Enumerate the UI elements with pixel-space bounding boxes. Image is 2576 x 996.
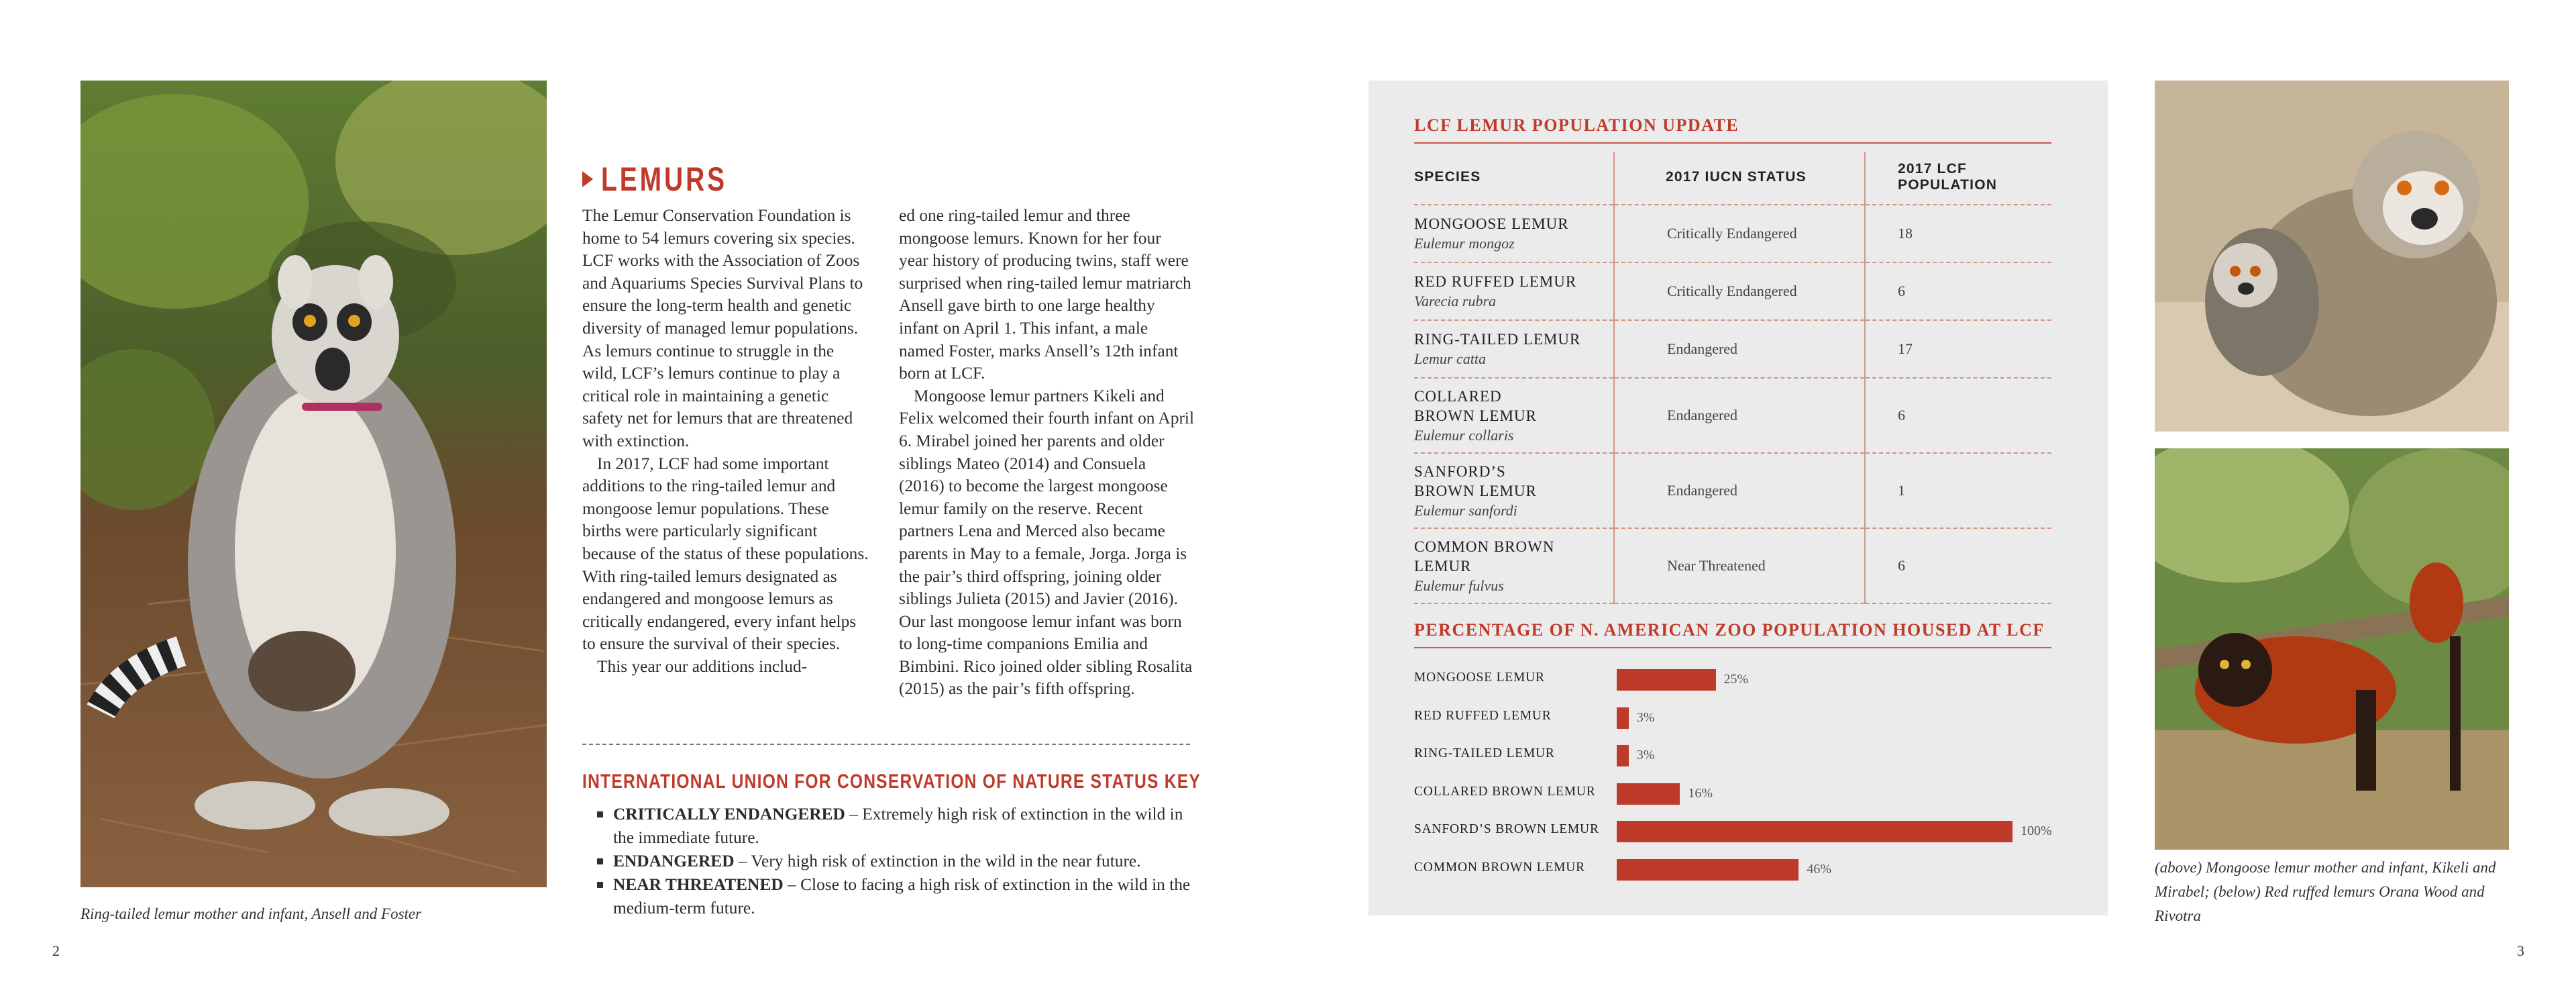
status-definition: – Close to facing a high risk of extinction in the wild in the medium-term future.: [613, 875, 1191, 917]
section-title: LEMURS: [601, 160, 728, 198]
species-latin: Lemur catta: [1414, 350, 1486, 367]
bar: [1617, 707, 1629, 729]
status-term: NEAR THREATENED: [613, 875, 784, 894]
bar-category-label: RED RUFFED LEMUR: [1414, 708, 1552, 723]
paragraph: ed one ring-tailed lemur and three mongoose lemurs. Known for her four year history of producing twins, staff were surprised when ring-tailed lemur matriarch Ansell gave birth to one large healthy infant on April 1. This infant, a male named Foster, marks Ansell’s 12th infant born at LCF.: [899, 206, 1191, 383]
iucn-key-title: INTERNATIONAL UNION FOR CONSERVATION OF NATURE STATUS KEY: [582, 770, 1201, 793]
bar-value-label: 25%: [1723, 672, 1749, 687]
bar: [1617, 859, 1799, 881]
bar-value-label: 46%: [1807, 861, 1832, 877]
status-definition: – Extremely high risk of extinction in the wild in the immediate future.: [613, 805, 1183, 847]
iucn-key-list: [597, 803, 1201, 920]
table-row: [1414, 262, 2051, 320]
species-latin: Eulemur sanfordi: [1414, 501, 1517, 519]
status-cell: Endangered: [1614, 320, 1865, 378]
status-cell: Critically Endangered: [1614, 205, 1865, 262]
list-item: [597, 850, 1201, 873]
species-latin: Eulemur mongoz: [1414, 235, 1515, 252]
body-column-2: [899, 205, 1194, 701]
bar-category-label: MONGOOSE LEMUR: [1414, 670, 1545, 685]
table-row: [1414, 320, 2051, 378]
population-table-heading: LCF LEMUR POPULATION UPDATE: [1414, 115, 1739, 135]
bar-category-label: COLLARED BROWN LEMUR: [1414, 784, 1596, 799]
heading-rule: [1414, 142, 2051, 144]
species-latin: Varecia rubra: [1414, 293, 1497, 309]
list-item: [597, 803, 1201, 850]
population-cell: 1: [1865, 453, 2051, 528]
population-cell: 6: [1865, 528, 2051, 603]
table-row: [1414, 205, 2051, 262]
table-row: [1414, 453, 2051, 528]
status-term: CRITICALLY ENDANGERED: [613, 805, 845, 824]
bar-chart-title: PERCENTAGE OF N. AMERICAN ZOO POPULATION HOUSED AT LCF: [1414, 620, 2045, 640]
heading-rule: [1414, 647, 2051, 648]
mongoose-lemur-photo: [2155, 81, 2509, 432]
bar-row: [1414, 661, 2098, 699]
bar-category-label: RING-TAILED LEMUR: [1414, 746, 1555, 760]
population-cell: 17: [1865, 320, 2051, 378]
body-column-1: [582, 205, 871, 678]
list-item: [597, 873, 1201, 920]
column-header: 2017 IUCN STATUS: [1614, 152, 1865, 205]
bar-row: [1414, 737, 2098, 775]
paragraph: The Lemur Conservation Foundation is home to 54 lemurs covering six species. LCF works with the Association of Zoos and Aquariums Species Survival Plans to ensure the long-term health and genetic diversity of managed lemur populations. As lemurs continue to struggle in the wild, LCF’s lemurs continue to play a critical role in maintaining a genetic safety net for lemurs that are threatened with extinction.: [582, 206, 863, 450]
species-latin: Eulemur fulvus: [1414, 577, 1504, 594]
red-ruffed-lemur-photo: [2155, 448, 2509, 850]
dashed-divider: [582, 744, 1190, 745]
species-name: COMMON BROWN LEMUR: [1414, 538, 1555, 575]
bar-value-label: 3%: [1636, 709, 1655, 725]
bar-row: [1414, 775, 2098, 813]
column-header: 2017 LCF POPULATION: [1865, 152, 2051, 205]
page-number-left: 2: [52, 942, 60, 959]
bar-value-label: 100%: [2021, 824, 2052, 838]
bar: [1617, 783, 1680, 805]
table-row: [1414, 528, 2051, 603]
species-latin: Eulemur collaris: [1414, 426, 1514, 444]
species-name: SANFORD’S BROWN LEMUR: [1414, 462, 1537, 499]
status-cell: Endangered: [1614, 453, 1865, 528]
species-name: RING-TAILED LEMUR: [1414, 331, 1581, 348]
right-photo-caption: (above) Mongoose lemur mother and infant, Kikeli and Mirabel; (below) Red ruffed lemurs Orana Wood and Rivotra: [2155, 859, 2496, 924]
bar-value-label: 3%: [1636, 748, 1655, 762]
status-cell: Near Threatened: [1614, 528, 1865, 603]
status-definition: – Very high risk of extinction in the wild in the near future.: [734, 852, 1141, 870]
population-cell: 6: [1865, 262, 2051, 320]
bar: [1617, 821, 2012, 842]
species-name: COLLARED BROWN LEMUR: [1414, 387, 1537, 424]
bar-category-label: COMMON BROWN LEMUR: [1414, 860, 1585, 875]
status-term: ENDANGERED: [613, 852, 735, 870]
column-header: SPECIES: [1414, 169, 1481, 185]
section-heading: [582, 160, 763, 199]
paragraph: This year our additions includ-: [597, 656, 808, 676]
population-bar-chart: [1414, 661, 2098, 883]
status-cell: Endangered: [1614, 378, 1865, 453]
bar: [1617, 669, 1716, 691]
bar-row: [1414, 813, 2098, 850]
bar: [1617, 745, 1629, 766]
species-name: MONGOOSE LEMUR: [1414, 215, 1569, 232]
population-cell: 18: [1865, 205, 2051, 262]
table-row: [1414, 378, 2051, 453]
status-cell: Critically Endangered: [1614, 262, 1865, 320]
paragraph: Mongoose lemur partners Kikeli and Felix welcomed their fourth infant on April 6. Mirabel joined her parents and older siblings Mateo (2014) and Consuela (2016) to become the largest mongoose lemur family on the reserve. Recent partners Lena and Merced also became parents in May to a female, Jorga. Jorga is the pair’s third offspring, joining older siblings Julieta (2015) and Javier (2016). Our last mongoose lemur infant was born to long-time companions Emilia and Bimbini. Rico joined older sibling Rosalita (2015) as the pair’s fifth offspring.: [899, 386, 1195, 699]
population-cell: 6: [1865, 378, 2051, 453]
bar-category-label: SANFORD’S BROWN LEMUR: [1414, 822, 1599, 836]
table-header-row: [1414, 152, 2051, 205]
left-photo-caption: Ring-tailed lemur mother and infant, Ansell and Foster: [80, 905, 422, 922]
population-table: [1414, 152, 2051, 604]
bar-row: [1414, 699, 2098, 737]
bar-row: [1414, 851, 2098, 889]
bar-value-label: 16%: [1688, 785, 1713, 801]
triangle-bullet-icon: [582, 171, 593, 187]
page-number-right: 3: [2517, 942, 2524, 959]
ring-tailed-lemur-photo: [80, 81, 547, 887]
species-name: RED RUFFED LEMUR: [1414, 273, 1577, 290]
paragraph: In 2017, LCF had some important additions to the ring-tailed lemur and mongoose lemur populations. These births were particularly significant because of the status of these populations. With ring-tailed lemurs designated as endangered and mongoose lemurs as critically endangered, every infant helps to ensure the survival of their species.: [582, 454, 869, 654]
